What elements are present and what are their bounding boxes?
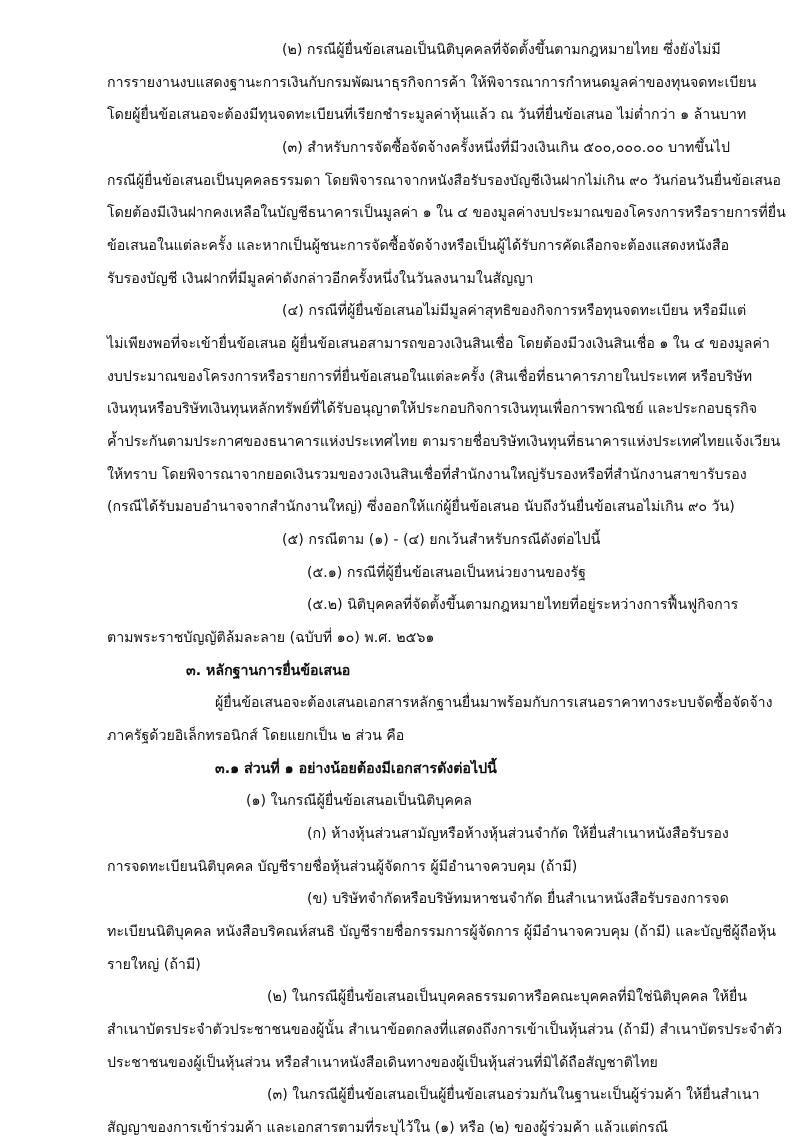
text-line: (๒) กรณีผู้ยื่นข้อเสนอเป็นนิติบุคคลที่จัดตั้งขึ้นตามกฎหมายไทย ซึ่งยังไม่มี [282,42,721,58]
text-line: ให้ทราบ โดยพิจารณาจากยอดเงินรวมของวงเงินสินเชื่อที่สำนักงานใหญ่รับรองหรือที่สำนักงานสาขารับรอง [107,467,747,483]
section-heading: ๓. หลักฐานการยื่นข้อเสนอ [186,663,351,679]
text-line: ไม่เพียงพอที่จะเข้ายื่นข้อเสนอ ผู้ยื่นข้อเสนอสามารถขอวงเงินสินเชื่อ โดยต้องมีวงเงินสินเชื่อ ๑ ใน ๔ ของมูลค่า [107,336,770,352]
text-line: (ข) บริษัทจำกัดหรือบริษัทมหาชนจำกัด ยื่นสำเนาหนังสือรับรองการจด [307,891,729,907]
text-line: ตามพระราชบัญญัติล้มละลาย (ฉบับที่ ๑๐) พ.ศ. ๒๕๖๑ [107,630,435,646]
text-line: โดยต้องมีเงินฝากคงเหลือในบัญชีธนาคารเป็นมูลค่า ๑ ใน ๔ ของมูลค่างบประมาณของโครงการหรือรายการที่ยื่น [107,205,786,221]
text-line: (๕.๒) นิติบุคคลที่จัดตั้งขึ้นตามกฎหมายไทยที่อยู่ระหว่างการฟื้นฟูกิจการ [307,597,739,613]
text-line: (๕.๑) กรณีที่ผู้ยื่นข้อเสนอเป็นหน่วยงานของรัฐ [307,565,586,581]
text-line: ภาครัฐด้วยอิเล็กทรอนิกส์ โดยแยกเป็น ๒ ส่วน คือ [107,728,405,744]
text-line: การรายงานงบแสดงฐานะการเงินกับกรมพัฒนาธุรกิจการค้า ให้พิจารณาการกำหนดมูลค่าของทุนจดทะเบียน [107,75,757,91]
text-line: ข้อเสนอในแต่ละครั้ง และหากเป็นผู้ชนะการจัดซื้อจัดจ้างหรือเป็นผู้ได้รับการคัดเลือกจะต้องแสดงหนังสือ [107,238,730,254]
text-line: (๓) สำหรับการจัดซื้อจัดจ้างครั้งหนึ่งที่มีวงเงินเกิน ๕๐๐,๐๐๐.๐๐ บาทขึ้นไป [282,140,730,156]
text-line: เงินทุนหรือบริษัทเงินทุนหลักทรัพย์ที่ได้รับอนุญาตให้ประกอบกิจการเงินทุนเพื่อการพาณิชย์ และประกอบธุรกิจ [107,401,758,417]
text-line: ผู้ยื่นข้อเสนอจะต้องเสนอเอกสารหลักฐานยื่นมาพร้อมกับการเสนอราคาทางระบบจัดซื้อจัดจ้าง [215,695,773,711]
text-line: (๒) ในกรณีผู้ยื่นข้อเสนอเป็นบุคคลธรรมดาหรือคณะบุคคลที่มิใช่นิติบุคคล ให้ยื่น [267,989,747,1005]
text-line: ทะเบียนนิติบุคคล หนังสือบริคณห์สนธิ บัญชีรายชื่อกรรมการผู้จัดการ ผู้มีอำนาจควบคุม (ถ้ามี) และบัญชีผู้ถือหุ้น [107,924,777,940]
text-line: รับรองบัญชี เงินฝากที่มีมูลค่าดังกล่าวอีกครั้งหนึ่งในวันลงนามในสัญญา [107,271,534,287]
text-line: รายใหญ่ (ถ้ามี) [107,957,201,973]
text-line: สัญญาของการเข้าร่วมค้า และเอกสารตามที่ระบุไว้ใน (๑) หรือ (๒) ของผู้ร่วมค้า แล้วแต่กรณี [107,1120,669,1136]
text-line: (๑) ในกรณีผู้ยื่นข้อเสนอเป็นนิติบุคคล [246,793,473,809]
text-line: (ก) ห้างหุ้นส่วนสามัญหรือห้างหุ้นส่วนจำกัด ให้ยื่นสำเนาหนังสือรับรอง [307,826,729,842]
subsection-heading: ๓.๑ ส่วนที่ ๑ อย่างน้อยต้องมีเอกสารดังต่อไปนี้ [215,761,497,777]
text-line: ประชาชนของผู้เป็นหุ้นส่วน หรือสำเนาหนังสือเดินทางของผู้เป็นหุ้นส่วนที่มิได้ถือสัญชาติไทย [107,1055,658,1071]
text-line: (กรณีได้รับมอบอำนาจจากสำนักงานใหญ่) ซึ่งออกให้แก่ผู้ยื่นข้อเสนอ นับถึงวันยื่นข้อเสนอไม่เกิน ๙๐ วัน) [107,499,735,515]
text-line: (๔) กรณีที่ผู้ยื่นข้อเสนอไม่มีมูลค่าสุทธิของกิจการหรือทุนจดทะเบียน หรือมีแต่ [282,303,747,319]
text-line: โดยผู้ยื่นข้อเสนอจะต้องมีทุนจดทะเบียนที่เรียกชำระมูลค่าหุ้นแล้ว ณ วันที่ยื่นข้อเสนอ ไม่ต่ำกว่า ๑ ล้านบาท [107,107,747,123]
text-line: (๕) กรณีตาม (๑) - (๔) ยกเว้นสำหรับกรณีดังต่อไปนี้ [282,532,601,548]
text-line: งบประมาณของโครงการหรือรายการที่ยื่นข้อเสนอในแต่ละครั้ง (สินเชื่อที่ธนาคารภายในประเทศ หรือบริษัท [107,369,753,385]
text-line: การจดทะเบียนนิติบุคคล บัญชีรายชื่อหุ้นส่วนผู้จัดการ ผู้มีอำนาจควบคุม (ถ้ามี) [107,859,578,875]
text-line: ค้ำประกันตามประกาศของธนาคารแห่งประเทศไทย ตามรายชื่อบริษัทเงินทุนที่ธนาคารแห่งประเทศไทยแจ้งเวียน [107,434,781,450]
text-line: สำเนาบัตรประจำตัวประชาชนของผู้นั้น สำเนาข้อตกลงที่แสดงถึงการเข้าเป็นหุ้นส่วน (ถ้ามี) สำเนาบัตรประจำตัว [107,1022,783,1038]
text-line: (๓) ในกรณีผู้ยื่นข้อเสนอเป็นผู้ยื่นข้อเสนอร่วมกันในฐานะเป็นผู้ร่วมค้า ให้ยื่นสำเนา [267,1087,760,1103]
text-line: กรณีผู้ยื่นข้อเสนอเป็นบุคคลธรรมดา โดยพิจารณาจากหนังสือรับรองบัญชีเงินฝากไม่เกิน ๙๐ วันก่อนวันยื่นข้อเสนอ [107,173,781,189]
